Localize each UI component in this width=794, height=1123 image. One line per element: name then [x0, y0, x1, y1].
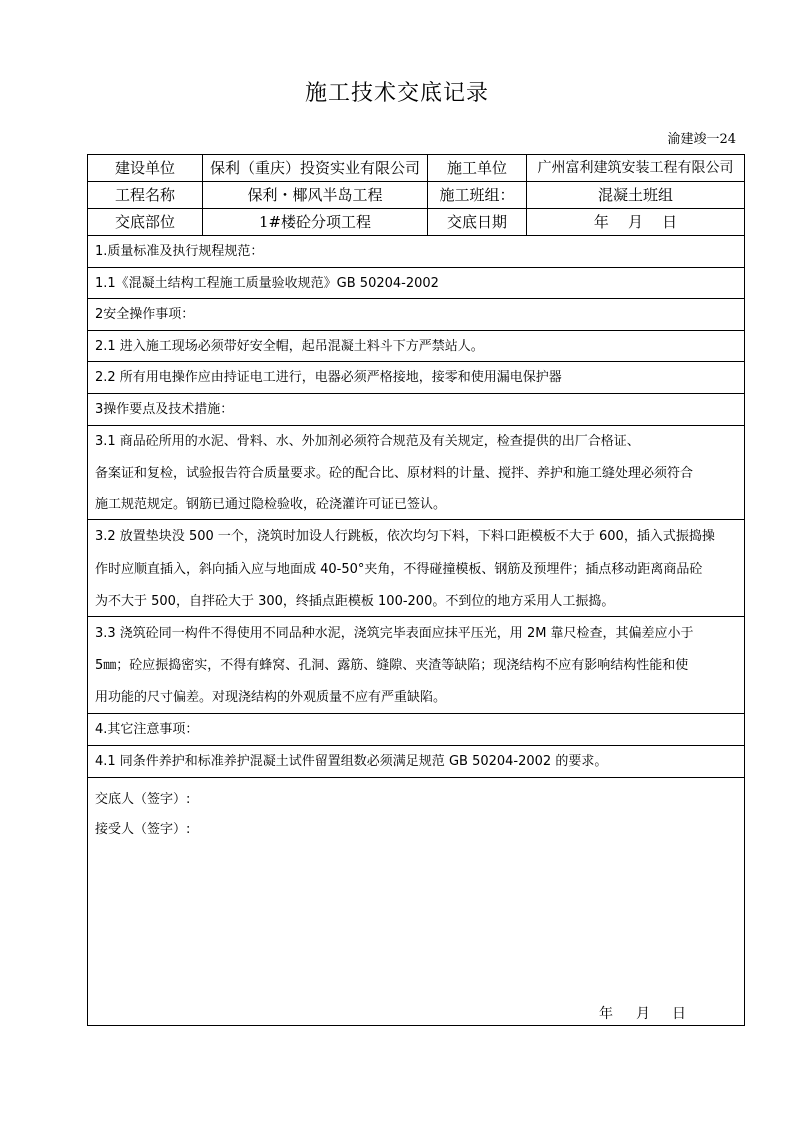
discloser-signature-label: 交底人（签字）:: [95, 792, 191, 807]
label-disclosure-date: 交底日期: [446, 213, 507, 231]
section-3-item-2-line-2: 作时应顺直插入，斜向插入应与地面成 40-50°夹角，不得碰撞模板、钢筋及预埋件；插点移动距离商品砼: [95, 562, 703, 577]
header-row-project-name: [88, 182, 744, 209]
value-builder-unit: 广州富利建筑安装工程有限公司: [537, 160, 734, 176]
section-3-item-2-line-3: 为不大于 500，自拌砼大于 300，终插点距模板 100-200。不到位的地方采用人工振捣。: [88, 586, 744, 617]
label-construction-unit: 建设单位: [114, 159, 175, 177]
value-work-team: 混凝土班组: [597, 186, 673, 204]
sign-date-month: 月: [636, 1006, 650, 1022]
section-1-item-1: 1.1《混凝土结构工程施工质量验收规范》GB 50204-2002: [88, 268, 744, 299]
value-project-name: 保利・椰风半岛工程: [247, 186, 383, 204]
document-number: 渝建竣一24: [667, 132, 736, 147]
header-row-construction-unit: [88, 155, 744, 182]
section-2-item-2: 2.2 所有用电操作应由持证电工进行，电器必须严格接地，接零和使用漏电保护器: [88, 362, 744, 394]
receiver-signature-label: 接受人（签字）:: [95, 822, 191, 837]
label-builder-unit: 施工单位: [446, 159, 507, 177]
label-disclosure-part: 交底部位: [114, 213, 175, 231]
section-3-item-3-line-3: 用功能的尺寸偏差。对现浇结构的外观质量不应有严重缺陷。: [88, 682, 744, 714]
section-3-item-3-line-1: 3.3 浇筑砼同一构件不得使用不同品种水泥，浇筑完毕表面应抹平压光，用 2M 靠尺检查，其偏差应小于: [95, 626, 694, 641]
section-3-item-2-line-1: 3.2 放置垫块没 500 一个，浇筑时加设人行跳板，依次均匀下料，下料口距模板不大于 600，插入式振捣操: [95, 529, 715, 544]
page-title: 施工技术交底记录: [304, 81, 489, 106]
section-1-heading: 1.质量标准及执行规程规范：: [88, 236, 744, 268]
section-2-item-1: 2.1 进入施工现场必须带好安全帽，起吊混凝土料斗下方严禁站人。: [88, 331, 744, 362]
section-4-heading: 4.其它注意事项：: [88, 714, 744, 746]
label-work-team: 施工班组：: [439, 186, 515, 204]
section-2-heading: 2安全操作事项：: [88, 299, 744, 331]
sign-date-year: 年: [599, 1006, 613, 1022]
section-4-item-1: 4.1 同条件养护和标准养护混凝土试件留置组数必须满足规范 GB 50204-2002 的要求。: [88, 746, 744, 778]
value-construction-unit: 保利（重庆）投资实业有限公司: [209, 159, 420, 177]
section-3-item-1-line-3: 施工规范规定。钢筋已通过隐检验收，砼浇灌许可证已签认。: [88, 490, 744, 520]
section-3-heading: 3操作要点及技术措施：: [88, 394, 744, 426]
section-3-item-1-line-2: 备案证和复检，试验报告符合质量要求。砼的配合比、原材料的计量、搅拌、养护和施工缝处理必须符合: [95, 466, 694, 481]
section-3-item-3-line-2: 5㎜；砼应振捣密实，不得有蜂窝、孔洞、露筋、缝隙、夹渣等缺陷；现浇结构不应有影响结构性能和使: [95, 658, 689, 673]
disclosure-form: [87, 154, 745, 1026]
label-project-name: 工程名称: [114, 186, 175, 204]
header-row-disclosure-part: [88, 209, 744, 236]
sign-date-day: 日: [672, 1006, 686, 1022]
value-disclosure-date: 年 月 日: [593, 213, 678, 231]
value-disclosure-part: 1#楼砼分项工程: [258, 213, 372, 231]
section-3-item-1-line-1: 3.1 商品砼所用的水泥、骨料、水、外加剂必须符合规范及有关规定，检查提供的出厂合格证、: [95, 434, 640, 449]
